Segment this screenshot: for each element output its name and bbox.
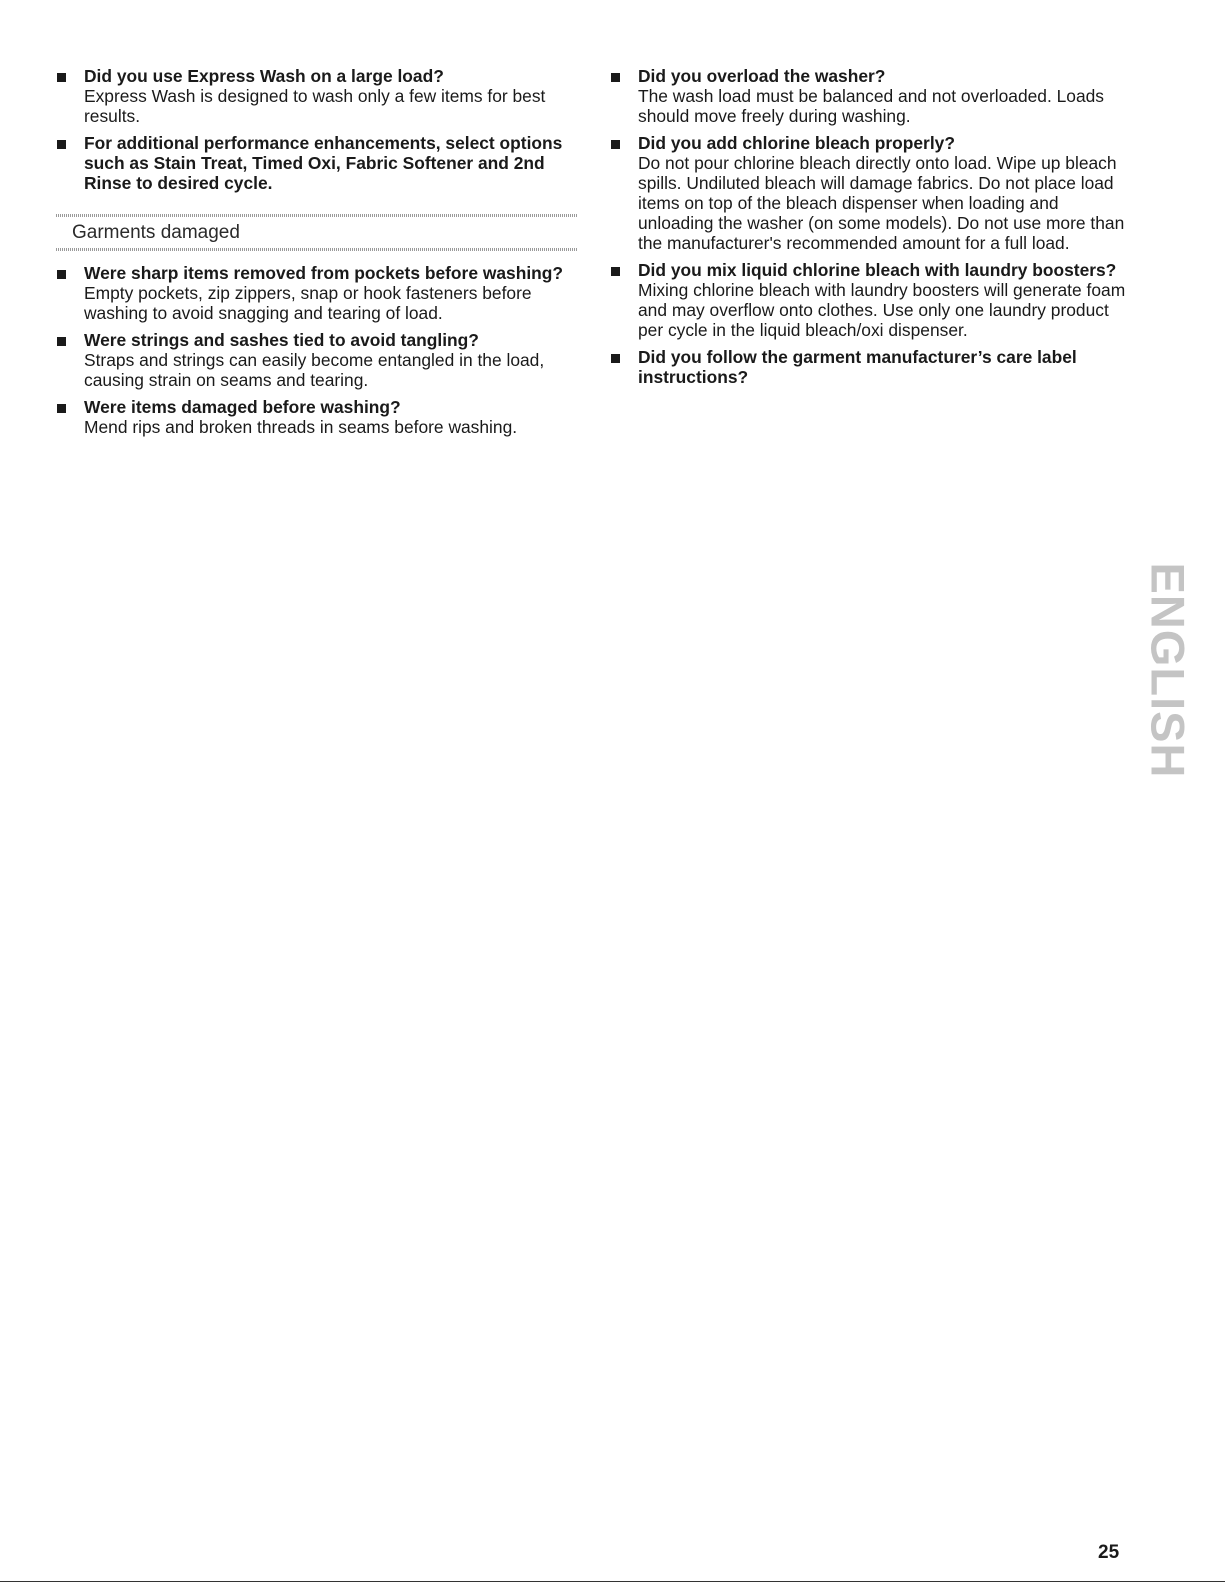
item-question: Were sharp items removed from pockets before washing? — [84, 263, 564, 283]
list-item — [610, 347, 1130, 387]
item-answer: Empty pockets, zip zippers, snap or hook fasteners before washing to avoid snagging and tearing of load. — [84, 283, 532, 323]
item-question: For additional performance enhancements, select options such as Stain Treat, Timed Oxi, Fabric Softener and 2nd Rinse to desired cycle. — [84, 133, 563, 193]
square-bullet-icon — [611, 73, 620, 82]
left-column — [56, 66, 578, 444]
list-item — [610, 133, 1130, 253]
item-question: Were items damaged before washing? — [84, 397, 401, 417]
page-bottom-rule — [0, 1581, 1225, 1582]
language-label: ENGLISH — [1141, 562, 1195, 778]
item-question: Did you mix liquid chlorine bleach with laundry boosters? — [638, 260, 1117, 280]
list-item — [56, 397, 578, 437]
list-item — [56, 66, 578, 126]
square-bullet-icon — [611, 354, 620, 363]
section-title: Garments damaged — [72, 222, 240, 243]
item-answer: Mixing chlorine bleach with laundry boosters will generate foam and may overflow onto clothes. Use only one laundry product per cycle in the liquid bleach/oxi dispenser. — [638, 280, 1126, 340]
list-item — [56, 330, 578, 390]
item-question: Did you use Express Wash on a large load? — [84, 66, 444, 86]
language-side-tab — [1141, 562, 1195, 778]
page-number: 25 — [1098, 1542, 1120, 1563]
right-column — [610, 66, 1130, 394]
list-item — [610, 260, 1130, 340]
square-bullet-icon — [57, 140, 66, 149]
square-bullet-icon — [611, 140, 620, 149]
item-answer: Express Wash is designed to wash only a few items for best results. — [84, 86, 546, 126]
item-answer: Mend rips and broken threads in seams before washing. — [84, 417, 518, 437]
item-question: Were strings and sashes tied to avoid tangling? — [84, 330, 479, 350]
section-header — [56, 214, 578, 251]
square-bullet-icon — [57, 404, 66, 413]
list-item — [56, 263, 578, 323]
square-bullet-icon — [611, 267, 620, 276]
item-answer: Do not pour chlorine bleach directly onto load. Wipe up bleach spills. Undiluted bleach will damage fabrics. Do not place load items on top of the bleach dispenser when loading and unloading the washer (on some models). Do not use more than the manufacturer's recommended amount for a full load. — [638, 153, 1125, 253]
item-question: Did you follow the garment manufacturer’s care label instructions? — [638, 347, 1077, 387]
item-answer: Straps and strings can easily become entangled in the load, causing strain on seams and tearing. — [84, 350, 545, 390]
square-bullet-icon — [57, 73, 66, 82]
square-bullet-icon — [57, 270, 66, 279]
item-question: Did you overload the washer? — [638, 66, 886, 86]
item-question: Did you add chlorine bleach properly? — [638, 133, 955, 153]
item-answer: The wash load must be balanced and not overloaded. Loads should move freely during washing. — [638, 86, 1105, 126]
list-item — [56, 133, 578, 193]
list-item — [610, 66, 1130, 126]
square-bullet-icon — [57, 337, 66, 346]
